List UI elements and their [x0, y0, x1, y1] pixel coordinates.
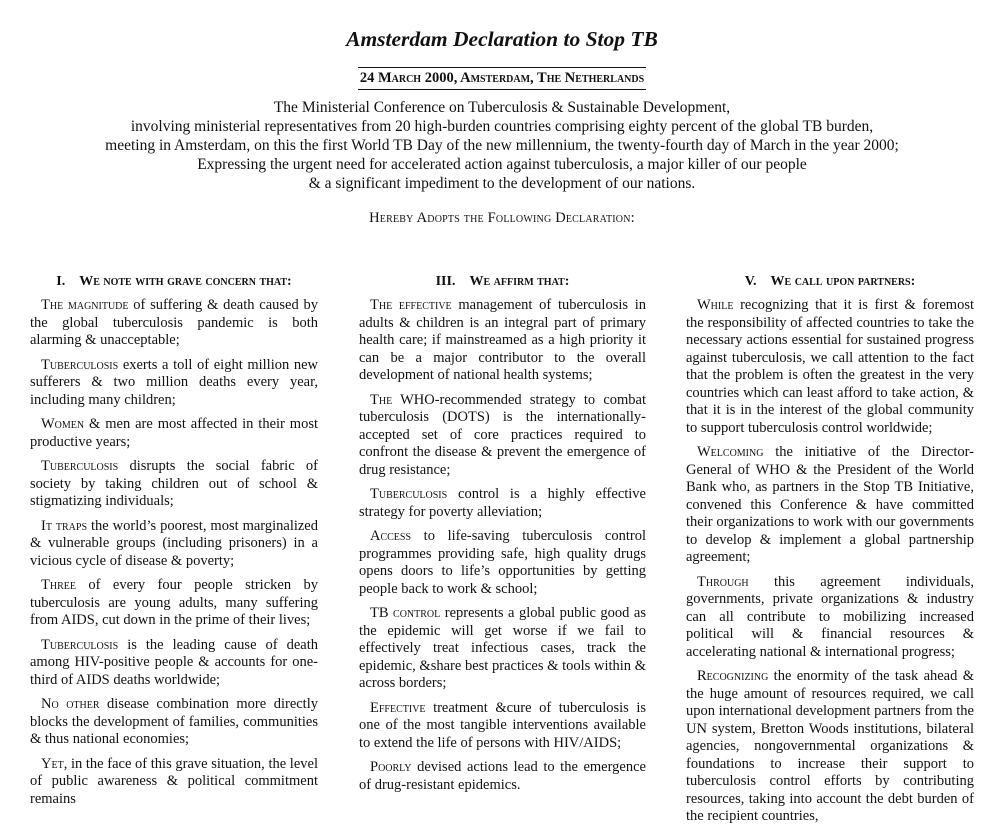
paragraph-lead: Women: [41, 416, 85, 432]
paragraph-lead: Recognizing: [697, 668, 769, 684]
paragraph: [359, 486, 646, 521]
paragraph: [686, 444, 974, 567]
paragraph: [30, 458, 318, 511]
paragraph-text: management of tuberculosis in adults & children is an integral part of primary health care; if mainstreamed as a high priority it can be a major contributor to the overall development of national health systems;: [359, 297, 646, 383]
paragraph-lead: TB control: [370, 605, 441, 621]
paragraph: [359, 605, 646, 693]
paragraph: [30, 297, 318, 350]
paragraph: [359, 392, 646, 480]
paragraph-lead: While: [697, 297, 734, 313]
paragraph-lead: The effective: [370, 297, 452, 313]
paragraph-lead: No other: [41, 696, 100, 712]
paragraph-text: of suffering & death caused by the global tuberculosis pandemic is both alarming & unacceptable;: [30, 297, 318, 348]
paragraph-text: the enormity of the task ahead & the huge amount of resources required, we call upon international development partners from the UN system, Bretton Woods institutions, bilateral agencies, nongovernmental organizations & foundations to increase their support to tuberculosis control efforts by contributing resources, taking into account the debt burden of the recipient countries,: [686, 668, 974, 824]
paragraph-text: treatment &cure of tuberculosis is one of the most tangible interventions available to extend the life of persons with HIV/AIDS;: [359, 699, 646, 751]
paragraph-lead: Three: [41, 577, 76, 593]
paragraph-lead: The magnitude: [41, 297, 129, 313]
preamble-line: & a significant impediment to the development of our nations.: [308, 175, 696, 192]
section-heading-text: We call upon partners:: [770, 274, 916, 289]
paragraph-text: disrupts the social fabric of society by taking children out of school & stigmatizing individuals;: [30, 458, 318, 509]
paragraph-text: recognizing that it is first & foremost the responsibility of affected countries to take the necessary actions essential for sustained progress against tuberculosis, we call attention to the fact that the problem is often the greatest in the very countries which can least afford to take action, & that it is in the interest of the global community to support tuberculosis control worldwide;: [686, 297, 974, 436]
preamble-line: meeting in Amsterdam, on this the first World TB Day of the new millennium, the twenty-fourth day of March in the year 2000;: [105, 137, 899, 154]
preamble: [0, 98, 1004, 193]
paragraph-lead: Welcoming: [697, 444, 764, 460]
paragraph-lead: Tuberculosis: [41, 356, 119, 373]
paragraph-lead: It traps: [41, 517, 88, 534]
paragraph: [30, 756, 318, 809]
paragraph: [30, 696, 318, 749]
paragraph-text: WHO-recommended strategy to combat tuberculosis (DOTS) is the internationally-accepted set of core practices required to confront the disease & prevent the emergence of drug resistance;: [359, 391, 646, 478]
adopts-declaration: Hereby Adopts the Following Declaration:: [369, 210, 635, 226]
paragraph-lead: Effective: [370, 699, 426, 716]
preamble-line: Expressing the urgent need for accelerated action against tuberculosis, a major killer of our people: [197, 156, 807, 173]
paragraph-text: , in the face of this grave situation, the level of public awareness & political commitment remains: [30, 755, 318, 807]
section-number: V.: [744, 274, 757, 289]
section-number: I.: [56, 274, 66, 289]
preamble-line: involving ministerial representatives from 20 high-burden countries comprising eighty percent of the global TB burden,: [130, 118, 874, 135]
paragraph-lead: Tuberculosis: [41, 636, 119, 653]
paragraph-text: this agreement individuals, governments, private organizations & industry can all contribute to mobilizing increased political will & financial resources & accelerating national & international progress;: [686, 573, 974, 660]
section-column-5: [686, 273, 974, 833]
paragraph-text: is the leading cause of death among HIV-positive people & accounts for one-third of AIDS deaths worldwide;: [30, 636, 318, 688]
paragraph: [686, 297, 974, 437]
paragraph: [30, 416, 318, 451]
paragraph-text: the world’s poorest, most marginalized & vulnerable groups (including prisoners) in a vicious cycle of disease & poverty;: [30, 517, 318, 569]
paragraph-lead: Access: [370, 528, 412, 544]
paragraph: [686, 574, 974, 662]
paragraph: [30, 577, 318, 630]
paragraph-text: of every four people stricken by tuberculosis are young adults, many suffering from AIDS, cut down in the prime of their lives;: [30, 577, 318, 628]
document-title: Amsterdam Declaration to Stop TB: [346, 27, 658, 51]
preamble-line: The Ministerial Conference on Tuberculosis & Sustainable Development,: [273, 99, 731, 116]
paragraph-lead: Through: [697, 573, 749, 590]
paragraph: [30, 637, 318, 690]
section-column-3: [359, 273, 646, 801]
dateline-text: 24 March 2000, Amsterdam, The Netherlands: [358, 67, 646, 90]
paragraph: [30, 357, 318, 410]
paragraph-text: represents a global public good as the epidemic will get worse if we fail to effectively treat infectious cases, track the epidemic, &share best practices & tools within & across borders;: [359, 605, 646, 691]
paragraph-text: the initiative of the Director-General of WHO & the President of the World Bank who, as partners in the Stop TB Initiative, convened this Conference & have committed their organizations to work with our governments to develop & implement a global partnership agreement;: [686, 444, 974, 565]
paragraph: [359, 759, 646, 794]
paragraph: [359, 297, 646, 385]
paragraph-lead: Yet: [41, 755, 64, 772]
section-heading: [359, 273, 646, 291]
section-number: III.: [435, 274, 456, 289]
paragraph-text: to life-saving tuberculosis control programmes providing safe, high quality drugs opens doors to life’s opportunities by getting people back to work & school;: [359, 528, 646, 597]
paragraph-lead: Tuberculosis: [370, 486, 448, 502]
paragraph-lead: Tuberculosis: [41, 458, 119, 474]
paragraph: [359, 528, 646, 598]
paragraph-lead: Poorly: [370, 759, 412, 775]
section-heading: [30, 273, 318, 291]
paragraph-text: & men are most affected in their most productive years;: [30, 416, 318, 450]
section-column-1: [30, 273, 318, 815]
paragraph: [30, 518, 318, 571]
paragraph-lead: The: [370, 391, 393, 408]
paragraph-text: disease combination more directly blocks the development of families, communities & thus national economies;: [30, 696, 318, 747]
section-heading: [686, 273, 974, 291]
section-heading-text: We note with grave concern that:: [79, 274, 292, 289]
paragraph-text: exerts a toll of eight million new sufferers & two million deaths every year, including many children;: [30, 356, 318, 408]
section-heading-text: We affirm that:: [469, 274, 570, 289]
paragraph: [686, 668, 974, 826]
paragraph: [359, 700, 646, 753]
paragraph-text: control is a highly effective strategy for poverty alleviation;: [359, 486, 646, 520]
dateline: [0, 67, 1004, 90]
paragraph-text: devised actions lead to the emergence of drug-resistant epidemics.: [359, 759, 646, 793]
